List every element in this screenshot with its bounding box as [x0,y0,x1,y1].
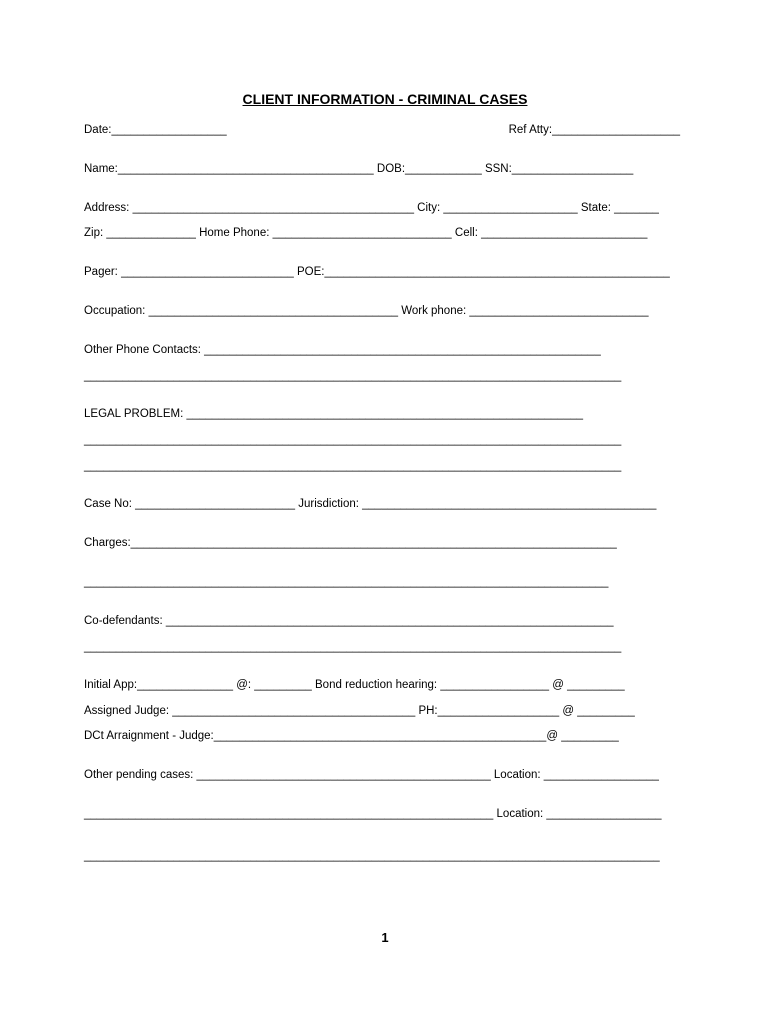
pager-poe-line[interactable]: Pager: ___________________________ POE:______________________________________________________ [84,266,670,278]
occupation-work-phone-line[interactable]: Occupation: _______________________________________ Work phone: ____________________________ [84,305,649,317]
pending-cases-line-2[interactable]: ________________________________________________________________ Location: __________________ [84,808,662,820]
legal-problem-line-2[interactable]: ____________________________________________________________________________________ [84,434,622,446]
address-city-state-line[interactable]: Address: ____________________________________________ City: _____________________ State: _______ [84,202,659,214]
pending-cases-line-3[interactable]: __________________________________________________________________________________________ [84,850,660,862]
page-title: CLIENT INFORMATION - CRIMINAL CASES [242,91,528,107]
initial-app-bond-line[interactable]: Initial App:_______________ @: _________ Bond reduction hearing: _________________ @ _________ [84,679,625,691]
zip-phone-cell-line[interactable]: Zip: ______________ Home Phone: ____________________________ Cell: __________________________ [84,227,648,239]
page-number: 1 [381,930,389,945]
name-dob-ssn-line[interactable]: Name:________________________________________ DOB:____________ SSN:___________________ [84,163,634,175]
ref-atty-field[interactable]: Ref Atty:____________________ [508,124,680,136]
other-pending-cases-line[interactable]: Other pending cases: ______________________________________________ Location: __________________ [84,769,659,781]
charges-line-2[interactable]: __________________________________________________________________________________ [84,576,609,588]
other-phone-contacts-field[interactable]: Other Phone Contacts: ______________________________________________________________ [84,344,601,356]
legal-problem-line-3[interactable]: ____________________________________________________________________________________ [84,460,622,472]
assigned-judge-line[interactable]: Assigned Judge: ______________________________________ PH:___________________ @ _________ [84,705,635,717]
charges-field[interactable]: Charges:____________________________________________________________________________ [84,537,617,549]
dct-arraignment-line[interactable]: DCt Arraignment - Judge:____________________________________________________@ _________ [84,730,619,742]
co-defendants-field[interactable]: Co-defendants: ______________________________________________________________________ [84,615,614,627]
case-no-jurisdiction-line[interactable]: Case No: _________________________ Jurisdiction: ______________________________________________ [84,498,657,510]
other-phone-contacts-line-2[interactable]: ____________________________________________________________________________________ [84,370,622,382]
legal-problem-field[interactable]: LEGAL PROBLEM: ______________________________________________________________ [84,408,584,420]
co-defendants-line-2[interactable]: ____________________________________________________________________________________ [84,641,622,653]
date-field[interactable]: Date:__________________ [84,124,227,136]
